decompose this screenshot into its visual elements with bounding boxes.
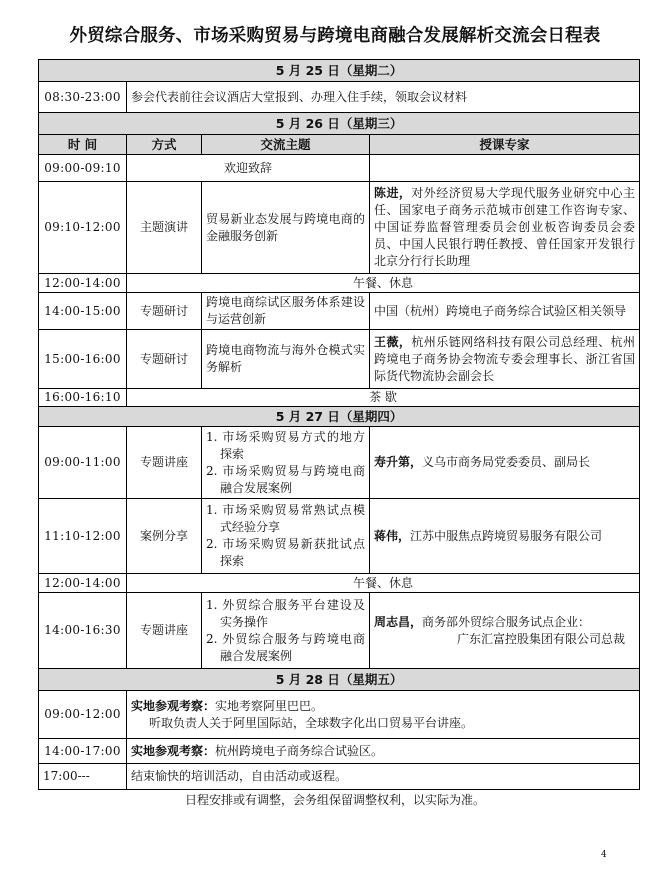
speaker-desc: 对外经济贸易大学现代服务业研究中心主任、国家电子商务示范城市创建工作咨询专家、中国证券监督管理委员会创业板咨询委员会委员、中国人民银行聘任教授、曾任国家开发银行北京分行行长助理: [374, 186, 636, 268]
topic-cell: [202, 499, 370, 574]
speaker-cell: 中国（杭州）跨境电子商务综合试验区相关领导: [370, 293, 640, 330]
method-cell: 专题研讨: [127, 293, 202, 330]
table-row: [39, 574, 640, 593]
visit-label: 实地参观考察：: [131, 698, 216, 713]
table-row: [39, 82, 640, 113]
page-number: 4: [601, 850, 607, 860]
empty-cell: [370, 155, 640, 182]
day-header-may25: 5 月 25 日（星期二）: [39, 60, 640, 82]
event-cell: 参会代表前往会议酒店大堂报到、办理入住手续，领取会议材料: [127, 82, 640, 113]
col-header-method: 方式: [127, 135, 202, 155]
time-cell: 14:00-16:30: [39, 593, 127, 669]
table-row: [39, 764, 640, 790]
topic-cell: [202, 427, 370, 499]
col-header-speaker: 授课专家: [370, 135, 640, 155]
time-cell: 09:00-12:00: [39, 691, 127, 739]
speaker-cell: [370, 182, 640, 274]
speaker-name: 寿升第，: [374, 455, 423, 469]
speaker-desc: 义乌市商务局党委委员、副局长: [422, 455, 591, 469]
visit-desc: 实地考察阿里巴巴。: [215, 698, 324, 713]
day-header-may26: 5 月 26 日（星期三）: [39, 113, 640, 135]
table-row: [39, 389, 640, 407]
event-cell: [127, 739, 640, 764]
speaker-name: 陈进，: [374, 186, 412, 200]
visit-desc: 杭州跨境电子商务综合试验区。: [215, 743, 384, 758]
speaker-cell: [370, 499, 640, 574]
footer-note: 日程安排或有调整，会务组保留调整权利，以实际为准。: [184, 793, 485, 807]
visit-label: 实地参观考察：: [131, 743, 216, 758]
speaker-cell: [370, 593, 640, 669]
speaker-desc: 商务部外贸综合服务试点企业：: [422, 614, 591, 629]
event-cell: 欢迎致辞: [127, 155, 370, 182]
topic-item: 2. 市场采购贸易新获批试点探索: [206, 537, 365, 568]
col-header-time: 时 间: [39, 135, 127, 155]
page-title: 外贸综合服务、市场采购贸易与跨境电商融合发展解析交流会日程表: [69, 26, 601, 46]
speaker-desc: 杭州乐链网络科技有限公司总经理、杭州跨境电子商务协会物流专委会理事长、浙江省国际货代物流协会副会长: [374, 334, 636, 383]
table-row: [39, 182, 640, 274]
topic-item: 2. 外贸综合服务与跨境电商融合发展案例: [206, 631, 365, 663]
method-cell: 主题演讲: [127, 182, 202, 274]
speaker-cell: [370, 330, 640, 389]
method-cell: 专题讲座: [127, 593, 202, 669]
table-row: [39, 499, 640, 574]
time-cell: 14:00-17:00: [39, 739, 127, 764]
topic-cell: 贸易新业态发展与跨境电商的金融服务创新: [202, 182, 370, 274]
topic-cell: [202, 593, 370, 669]
time-cell: 12:00-14:00: [39, 274, 127, 293]
time-cell: 09:00-11:00: [39, 427, 127, 499]
table-row: [39, 691, 640, 739]
time-cell: 17:00---: [39, 764, 127, 790]
time-cell: 09:10-12:00: [39, 182, 127, 274]
topic-item: 2. 市场采购贸易与跨境电商融合发展案例: [206, 463, 365, 495]
speaker-name: 周志昌，: [374, 614, 423, 629]
time-cell: 09:00-09:10: [39, 155, 127, 182]
time-cell: 15:00-16:00: [39, 330, 127, 389]
day-header-may28: 5 月 28 日（星期五）: [39, 669, 640, 691]
topic-cell: 跨境电商综试区服务体系建设与运营创新: [202, 293, 370, 330]
table-row: [39, 739, 640, 764]
table-row: [39, 293, 640, 330]
table-row: [39, 427, 640, 499]
speaker-name: 王薇，: [374, 334, 412, 349]
topic-cell: 跨境电商物流与海外仓模式实务解析: [202, 330, 370, 389]
col-header-topic: 交流主题: [202, 135, 370, 155]
table-row: [39, 593, 640, 669]
topic-item: 1. 市场采购贸易常熟试点模式经验分享: [206, 503, 365, 534]
break-cell: 午餐、休息: [127, 574, 640, 593]
event-cell: [127, 691, 640, 739]
time-cell: 12:00-14:00: [39, 574, 127, 593]
speaker-name: 蒋伟，: [374, 528, 411, 543]
break-cell: 茶 歇: [127, 389, 640, 407]
visit-desc: 听取负责人关于阿里国际站，全球数字化出口贸易平台讲座。: [149, 715, 474, 730]
topic-item: 1. 市场采购贸易方式的地方探索: [206, 429, 365, 461]
time-cell: 08:30-23:00: [39, 82, 127, 113]
column-header-row: [39, 135, 640, 155]
table-row: [39, 155, 640, 182]
method-cell: 专题研讨: [127, 330, 202, 389]
table-row: [39, 330, 640, 389]
day-header-may27: 5 月 27 日（星期四）: [39, 407, 640, 427]
table-row: [39, 274, 640, 293]
speaker-desc: 江苏中服焦点跨境贸易服务有限公司: [410, 528, 603, 543]
time-cell: 14:00-15:00: [39, 293, 127, 330]
time-cell: 16:00-16:10: [39, 389, 127, 407]
speaker-desc: 广东汇富控股集团有限公司总裁: [457, 631, 626, 646]
method-cell: 案例分享: [127, 499, 202, 574]
event-cell: 结束愉快的培训活动，自由活动或返程。: [127, 764, 640, 790]
schedule-table: [38, 59, 640, 790]
method-cell: 专题讲座: [127, 427, 202, 499]
break-cell: 午餐、休息: [127, 274, 640, 293]
topic-item: 1. 外贸综合服务平台建设及实务操作: [206, 597, 365, 629]
speaker-cell: [370, 427, 640, 499]
time-cell: 11:10-12:00: [39, 499, 127, 574]
